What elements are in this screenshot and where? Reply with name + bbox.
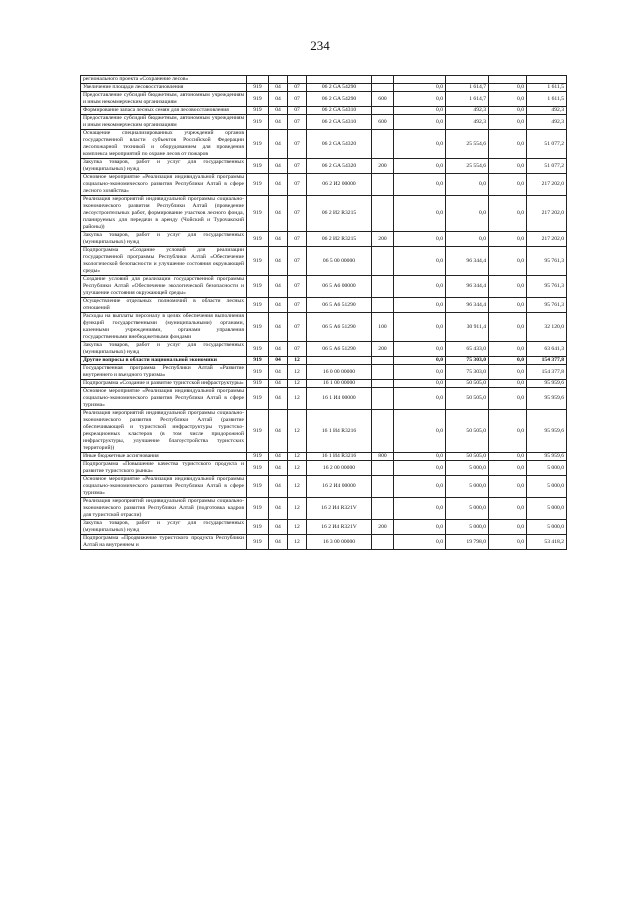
page-number: 234: [310, 38, 330, 53]
admin-code-cell: 919: [247, 461, 269, 476]
section-cell: 04: [269, 232, 288, 247]
expense-type-cell: [372, 380, 394, 388]
row-name-cell: Оснащение специализированных учреждений органов государственной власти субъектов Российской Федерации лесопожарной техникой и оборудованием для проведения комплекса мероприятий по охране лесов от пожаров: [81, 130, 247, 159]
row-name-cell: Государственная программа Республики Алтай «Развитие внутреннего и въездного туризма»: [81, 365, 247, 380]
section-cell: 04: [269, 196, 288, 232]
table-row: [81, 365, 567, 380]
expense-type-cell: [372, 130, 394, 159]
amount-4-cell: 95 959,6: [527, 380, 567, 388]
expense-type-cell: [372, 357, 394, 365]
expense-type-cell: [372, 298, 394, 313]
amount-4-cell: 5 000,0: [527, 498, 567, 520]
amount-4-cell: 1 611,5: [527, 84, 567, 92]
amount-4-cell: 95 959,6: [527, 388, 567, 410]
expense-type-cell: 600: [372, 92, 394, 107]
amount-3-cell: 0,0: [489, 365, 527, 380]
amount-2-cell: 0,0: [446, 232, 489, 247]
amount-1-cell: [394, 76, 446, 84]
row-name-cell: Другие вопросы в области национальной экономики: [81, 357, 247, 365]
amount-1-cell: 0,0: [394, 342, 446, 357]
amount-2-cell: 5 000,0: [446, 520, 489, 535]
row-name-cell: Предоставление субсидий бюджетным, автономным учреждениям и иным некоммерческим организациям: [81, 92, 247, 107]
expense-type-cell: [372, 76, 394, 84]
amount-2-cell: 75 303,0: [446, 365, 489, 380]
row-name-cell: Предоставление субсидий бюджетным, автономным учреждениям и иным некоммерческим организациям: [81, 115, 247, 130]
amount-3-cell: 0,0: [489, 342, 527, 357]
amount-2-cell: 0,0: [446, 174, 489, 196]
expense-type-cell: 200: [372, 232, 394, 247]
section-cell: 04: [269, 380, 288, 388]
amount-1-cell: 0,0: [394, 461, 446, 476]
table-row: [81, 461, 567, 476]
subsection-cell: [288, 76, 307, 84]
admin-code-cell: 919: [247, 159, 269, 174]
amount-4-cell: 51 077,2: [527, 159, 567, 174]
subsection-cell: 07: [288, 247, 307, 276]
table-row: [81, 115, 567, 130]
expense-type-cell: 100: [372, 313, 394, 342]
admin-code-cell: 919: [247, 232, 269, 247]
amount-1-cell: 0,0: [394, 388, 446, 410]
table-row: [81, 342, 567, 357]
amount-2-cell: 5 000,0: [446, 461, 489, 476]
amount-4-cell: 63 641,3: [527, 342, 567, 357]
amount-3-cell: 0,0: [489, 453, 527, 461]
table-row: [81, 388, 567, 410]
admin-code-cell: 919: [247, 174, 269, 196]
row-name-cell: Закупка товаров, работ и услуг для государственных (муниципальных) нужд: [81, 342, 247, 357]
admin-code-cell: 919: [247, 196, 269, 232]
section-cell: 04: [269, 476, 288, 498]
expense-type-cell: [372, 535, 394, 550]
expense-type-cell: 200: [372, 520, 394, 535]
amount-3-cell: 0,0: [489, 130, 527, 159]
amount-4-cell: 5 000,0: [527, 520, 567, 535]
subsection-cell: 07: [288, 174, 307, 196]
amount-1-cell: 0,0: [394, 498, 446, 520]
row-name-cell: Реализация мероприятий индивидуальной программы социально-экономического развития Республики Алтай (развитие обеспечивающей и туристской инфраструктуры туристско-рекреационных кластеров (в том числе придорожной инфраструктуры, улучшение благоустройства туристских территорий)): [81, 410, 247, 453]
amount-2-cell: 50 505,0: [446, 380, 489, 388]
amount-1-cell: 0,0: [394, 130, 446, 159]
section-cell: 04: [269, 520, 288, 535]
target-article-cell: 06 2 GA 54290: [307, 84, 372, 92]
row-name-cell: Основное мероприятие «Реализация индивидуальной программы социально-экономического развития Республики Алтай в сфере лесного хозяйства»: [81, 174, 247, 196]
target-article-cell: 06 2 GA 54310: [307, 115, 372, 130]
target-article-cell: 06 5 А6 51290: [307, 298, 372, 313]
amount-1-cell: 0,0: [394, 380, 446, 388]
section-cell: 04: [269, 461, 288, 476]
section-cell: 04: [269, 247, 288, 276]
amount-1-cell: 0,0: [394, 410, 446, 453]
amount-1-cell: 0,0: [394, 196, 446, 232]
subsection-cell: 12: [288, 380, 307, 388]
admin-code-cell: 919: [247, 107, 269, 115]
section-cell: 04: [269, 298, 288, 313]
target-article-cell: 06 2 GA 54320: [307, 159, 372, 174]
amount-4-cell: 95 761,3: [527, 247, 567, 276]
target-article-cell: [307, 76, 372, 84]
subsection-cell: 12: [288, 498, 307, 520]
table-row: [81, 107, 567, 115]
table-row: [81, 232, 567, 247]
amount-4-cell: [527, 76, 567, 84]
amount-1-cell: 0,0: [394, 520, 446, 535]
row-name-cell: Реализация мероприятий индивидуальной программы социально-экономического развития Республики Алтай (подготовка кадров для туристской отрасли): [81, 498, 247, 520]
subsection-cell: 07: [288, 130, 307, 159]
amount-3-cell: 0,0: [489, 535, 527, 550]
target-article-cell: 06 2 И2 00000: [307, 174, 372, 196]
amount-3-cell: 0,0: [489, 92, 527, 107]
target-article-cell: 06 2 И2 R3215: [307, 196, 372, 232]
table-row: [81, 380, 567, 388]
amount-2-cell: 50 505,0: [446, 453, 489, 461]
amount-3-cell: 0,0: [489, 174, 527, 196]
subsection-cell: 07: [288, 298, 307, 313]
admin-code-cell: 919: [247, 130, 269, 159]
amount-2-cell: 5 000,0: [446, 498, 489, 520]
amount-2-cell: 50 505,0: [446, 388, 489, 410]
admin-code-cell: 919: [247, 92, 269, 107]
amount-2-cell: 0,0: [446, 196, 489, 232]
target-article-cell: 16 1 И4 R3216: [307, 410, 372, 453]
amount-2-cell: 96 344,4: [446, 247, 489, 276]
amount-4-cell: 53 418,2: [527, 535, 567, 550]
amount-3-cell: 0,0: [489, 461, 527, 476]
amount-2-cell: 65 433,0: [446, 342, 489, 357]
target-article-cell: 06 2 GA 54310: [307, 107, 372, 115]
subsection-cell: 12: [288, 388, 307, 410]
admin-code-cell: 919: [247, 342, 269, 357]
amount-4-cell: 217 202,0: [527, 174, 567, 196]
row-name-cell: Закупка товаров, работ и услуг для государственных (муниципальных) нужд: [81, 159, 247, 174]
target-article-cell: [307, 357, 372, 365]
row-name-cell: Расходы на выплаты персоналу в целях обеспечения выполнения функций государственными (муниципальными) органами, казенными учреждениями, органами управления государственными внебюджетными фондами: [81, 313, 247, 342]
target-article-cell: 16 2 И4 R321V: [307, 520, 372, 535]
expense-type-cell: [372, 84, 394, 92]
section-cell: 04: [269, 130, 288, 159]
expense-type-cell: 600: [372, 115, 394, 130]
expense-type-cell: [372, 276, 394, 298]
target-article-cell: 16 1 И4 00000: [307, 388, 372, 410]
section-cell: 04: [269, 84, 288, 92]
row-name-cell: регионального проекта «Сохранение лесов»: [81, 76, 247, 84]
expense-type-cell: [372, 410, 394, 453]
section-cell: 04: [269, 535, 288, 550]
admin-code-cell: 919: [247, 410, 269, 453]
amount-4-cell: 32 120,0: [527, 313, 567, 342]
amount-4-cell: 154 377,8: [527, 365, 567, 380]
target-article-cell: 16 1 И4 R3216: [307, 453, 372, 461]
admin-code-cell: 919: [247, 380, 269, 388]
amount-3-cell: 0,0: [489, 107, 527, 115]
table-row: [81, 453, 567, 461]
amount-4-cell: 154 377,8: [527, 357, 567, 365]
subsection-cell: 07: [288, 107, 307, 115]
table-row: [81, 298, 567, 313]
amount-3-cell: 0,0: [489, 276, 527, 298]
row-name-cell: Основное мероприятие «Реализация индивидуальной программы социально-экономического развития Республики Алтай в сфере туризма»: [81, 476, 247, 498]
target-article-cell: 16 2 И4 00000: [307, 476, 372, 498]
expense-type-cell: 800: [372, 453, 394, 461]
subsection-cell: 07: [288, 342, 307, 357]
amount-1-cell: 0,0: [394, 107, 446, 115]
section-cell: 04: [269, 453, 288, 461]
row-name-cell: Подпрограмма «Повышение качества туристского продукта и развитие туристского рынка»: [81, 461, 247, 476]
amount-2-cell: 30 911,4: [446, 313, 489, 342]
section-cell: 04: [269, 342, 288, 357]
subsection-cell: 07: [288, 276, 307, 298]
amount-2-cell: 492,3: [446, 107, 489, 115]
admin-code-cell: 919: [247, 115, 269, 130]
amount-2-cell: 96 344,4: [446, 298, 489, 313]
target-article-cell: 06 5 00 00000: [307, 247, 372, 276]
amount-2-cell: 50 505,0: [446, 410, 489, 453]
amount-3-cell: 0,0: [489, 357, 527, 365]
section-cell: 04: [269, 115, 288, 130]
amount-3-cell: 0,0: [489, 380, 527, 388]
expense-type-cell: [372, 388, 394, 410]
amount-3-cell: [489, 76, 527, 84]
table-row: [81, 84, 567, 92]
target-article-cell: 16 1 00 00000: [307, 380, 372, 388]
amount-1-cell: 0,0: [394, 84, 446, 92]
amount-1-cell: 0,0: [394, 298, 446, 313]
row-name-cell: Закупка товаров, работ и услуг для государственных (муниципальных) нужд: [81, 520, 247, 535]
amount-3-cell: 0,0: [489, 476, 527, 498]
table-row: [81, 498, 567, 520]
amount-1-cell: 0,0: [394, 365, 446, 380]
amount-4-cell: 95 959,6: [527, 453, 567, 461]
admin-code-cell: 919: [247, 84, 269, 92]
amount-3-cell: 0,0: [489, 115, 527, 130]
target-article-cell: 06 5 А6 51290: [307, 342, 372, 357]
amount-4-cell: 51 077,2: [527, 130, 567, 159]
amount-3-cell: 0,0: [489, 313, 527, 342]
expense-type-cell: [372, 461, 394, 476]
table-row: [81, 174, 567, 196]
table-row: [81, 535, 567, 550]
row-name-cell: Создание условий для реализации государственной программы Республики Алтай «Обеспечение экологической безопасности и улучшение состояния окружающей среды»: [81, 276, 247, 298]
amount-1-cell: 0,0: [394, 115, 446, 130]
table-row: [81, 276, 567, 298]
row-name-cell: Осуществление отдельных полномочий в области лесных отношений: [81, 298, 247, 313]
amount-4-cell: 95 761,3: [527, 276, 567, 298]
subsection-cell: 07: [288, 115, 307, 130]
section-cell: 04: [269, 107, 288, 115]
admin-code-cell: 919: [247, 247, 269, 276]
section-cell: 04: [269, 357, 288, 365]
amount-3-cell: 0,0: [489, 247, 527, 276]
amount-2-cell: 25 554,6: [446, 159, 489, 174]
table-row: [81, 520, 567, 535]
expense-type-cell: [372, 107, 394, 115]
amount-1-cell: 0,0: [394, 276, 446, 298]
amount-2-cell: 1 614,7: [446, 84, 489, 92]
amount-2-cell: 5 000,0: [446, 476, 489, 498]
budget-table-body: [81, 76, 567, 550]
section-cell: 04: [269, 498, 288, 520]
target-article-cell: 16 2 И4 R321V: [307, 498, 372, 520]
section-cell: 04: [269, 388, 288, 410]
expense-type-cell: 200: [372, 159, 394, 174]
subsection-cell: 07: [288, 196, 307, 232]
subsection-cell: 12: [288, 453, 307, 461]
expense-type-cell: [372, 196, 394, 232]
admin-code-cell: 919: [247, 498, 269, 520]
row-name-cell: Иные бюджетные ассигнования: [81, 453, 247, 461]
subsection-cell: 12: [288, 520, 307, 535]
row-name-cell: Подпрограмма «Создание условий для реализации государственной программы Республики Алтай «Обеспечение экологической безопасности и улучшение состояния окружающей среды»: [81, 247, 247, 276]
amount-4-cell: 5 000,0: [527, 476, 567, 498]
admin-code-cell: [247, 76, 269, 84]
expense-type-cell: [372, 174, 394, 196]
amount-4-cell: 5 000,0: [527, 461, 567, 476]
amount-4-cell: 217 202,0: [527, 196, 567, 232]
expense-type-cell: [372, 476, 394, 498]
table-row: [81, 476, 567, 498]
subsection-cell: 12: [288, 461, 307, 476]
row-name-cell: Реализация мероприятий индивидуальной программы социально-экономического развития Республики Алтай (проведение лесоустроительных работ, формирование участков лесного фонда, планируемых для передачи в аренду (Чойский и Турочакский районы)): [81, 196, 247, 232]
amount-2-cell: 492,3: [446, 115, 489, 130]
amount-3-cell: 0,0: [489, 520, 527, 535]
section-cell: [269, 76, 288, 84]
amount-2-cell: 1 614,7: [446, 92, 489, 107]
amount-4-cell: 95 761,3: [527, 298, 567, 313]
table-row: [81, 159, 567, 174]
target-article-cell: 06 2 GA 54290: [307, 92, 372, 107]
table-row: [81, 357, 567, 365]
amount-1-cell: 0,0: [394, 476, 446, 498]
row-name-cell: Закупка товаров, работ и услуг для государственных (муниципальных) нужд: [81, 232, 247, 247]
target-article-cell: 06 2 GA 54320: [307, 130, 372, 159]
row-name-cell: Формирование запаса лесных семян для лесовосстановления: [81, 107, 247, 115]
section-cell: 04: [269, 410, 288, 453]
subsection-cell: 12: [288, 410, 307, 453]
amount-2-cell: 96 344,4: [446, 276, 489, 298]
admin-code-cell: 919: [247, 298, 269, 313]
admin-code-cell: 919: [247, 276, 269, 298]
amount-1-cell: 0,0: [394, 535, 446, 550]
subsection-cell: 07: [288, 313, 307, 342]
expense-type-cell: 200: [372, 342, 394, 357]
admin-code-cell: 919: [247, 313, 269, 342]
amount-3-cell: 0,0: [489, 159, 527, 174]
target-article-cell: 16 0 00 00000: [307, 365, 372, 380]
amount-2-cell: 75 303,0: [446, 357, 489, 365]
subsection-cell: 12: [288, 365, 307, 380]
amount-3-cell: 0,0: [489, 410, 527, 453]
section-cell: 04: [269, 159, 288, 174]
amount-3-cell: 0,0: [489, 196, 527, 232]
table-row: [81, 92, 567, 107]
section-cell: 04: [269, 313, 288, 342]
section-cell: 04: [269, 174, 288, 196]
table-row: [81, 313, 567, 342]
subsection-cell: 12: [288, 535, 307, 550]
subsection-cell: 07: [288, 92, 307, 107]
expense-type-cell: [372, 498, 394, 520]
row-name-cell: Подпрограмма «Продвижение туристского продукта Республики Алтай на внутреннем и: [81, 535, 247, 550]
row-name-cell: Увеличение площади лесовосстановления: [81, 84, 247, 92]
target-article-cell: 06 5 А6 51290: [307, 313, 372, 342]
amount-1-cell: 0,0: [394, 357, 446, 365]
subsection-cell: 07: [288, 232, 307, 247]
amount-3-cell: 0,0: [489, 388, 527, 410]
budget-table: [80, 75, 567, 550]
subsection-cell: 07: [288, 84, 307, 92]
admin-code-cell: 919: [247, 453, 269, 461]
section-cell: 04: [269, 276, 288, 298]
table-row: [81, 247, 567, 276]
admin-code-cell: 919: [247, 365, 269, 380]
table-row: [81, 130, 567, 159]
subsection-cell: 07: [288, 159, 307, 174]
admin-code-cell: 919: [247, 535, 269, 550]
amount-1-cell: 0,0: [394, 92, 446, 107]
section-cell: 04: [269, 92, 288, 107]
amount-2-cell: 19 798,0: [446, 535, 489, 550]
admin-code-cell: 919: [247, 476, 269, 498]
admin-code-cell: 919: [247, 357, 269, 365]
admin-code-cell: 919: [247, 520, 269, 535]
amount-4-cell: 1 611,5: [527, 92, 567, 107]
target-article-cell: 06 5 А6 00000: [307, 276, 372, 298]
amount-4-cell: 492,3: [527, 115, 567, 130]
amount-1-cell: 0,0: [394, 159, 446, 174]
target-article-cell: 16 3 00 00000: [307, 535, 372, 550]
amount-4-cell: 95 959,6: [527, 410, 567, 453]
row-name-cell: Основное мероприятие «Реализация индивидуальной программы социально-экономического развития Республики Алтай в сфере туризма»: [81, 388, 247, 410]
amount-4-cell: 492,3: [527, 107, 567, 115]
table-row: [81, 410, 567, 453]
amount-1-cell: 0,0: [394, 174, 446, 196]
row-name-cell: Подпрограмма «Создание и развитие туристской инфраструктуры»: [81, 380, 247, 388]
amount-1-cell: 0,0: [394, 313, 446, 342]
target-article-cell: 06 2 И2 R3215: [307, 232, 372, 247]
amount-3-cell: 0,0: [489, 498, 527, 520]
section-cell: 04: [269, 365, 288, 380]
amount-1-cell: 0,0: [394, 247, 446, 276]
target-article-cell: 16 2 00 00000: [307, 461, 372, 476]
admin-code-cell: 919: [247, 388, 269, 410]
subsection-cell: 12: [288, 357, 307, 365]
amount-3-cell: 0,0: [489, 298, 527, 313]
amount-2-cell: [446, 76, 489, 84]
amount-1-cell: 0,0: [394, 453, 446, 461]
expense-type-cell: [372, 247, 394, 276]
amount-1-cell: 0,0: [394, 232, 446, 247]
subsection-cell: 12: [288, 476, 307, 498]
table-row: [81, 196, 567, 232]
amount-3-cell: 0,0: [489, 84, 527, 92]
amount-3-cell: 0,0: [489, 232, 527, 247]
table-row: [81, 76, 567, 84]
amount-2-cell: 25 554,6: [446, 130, 489, 159]
amount-4-cell: 217 202,0: [527, 232, 567, 247]
expense-type-cell: [372, 365, 394, 380]
